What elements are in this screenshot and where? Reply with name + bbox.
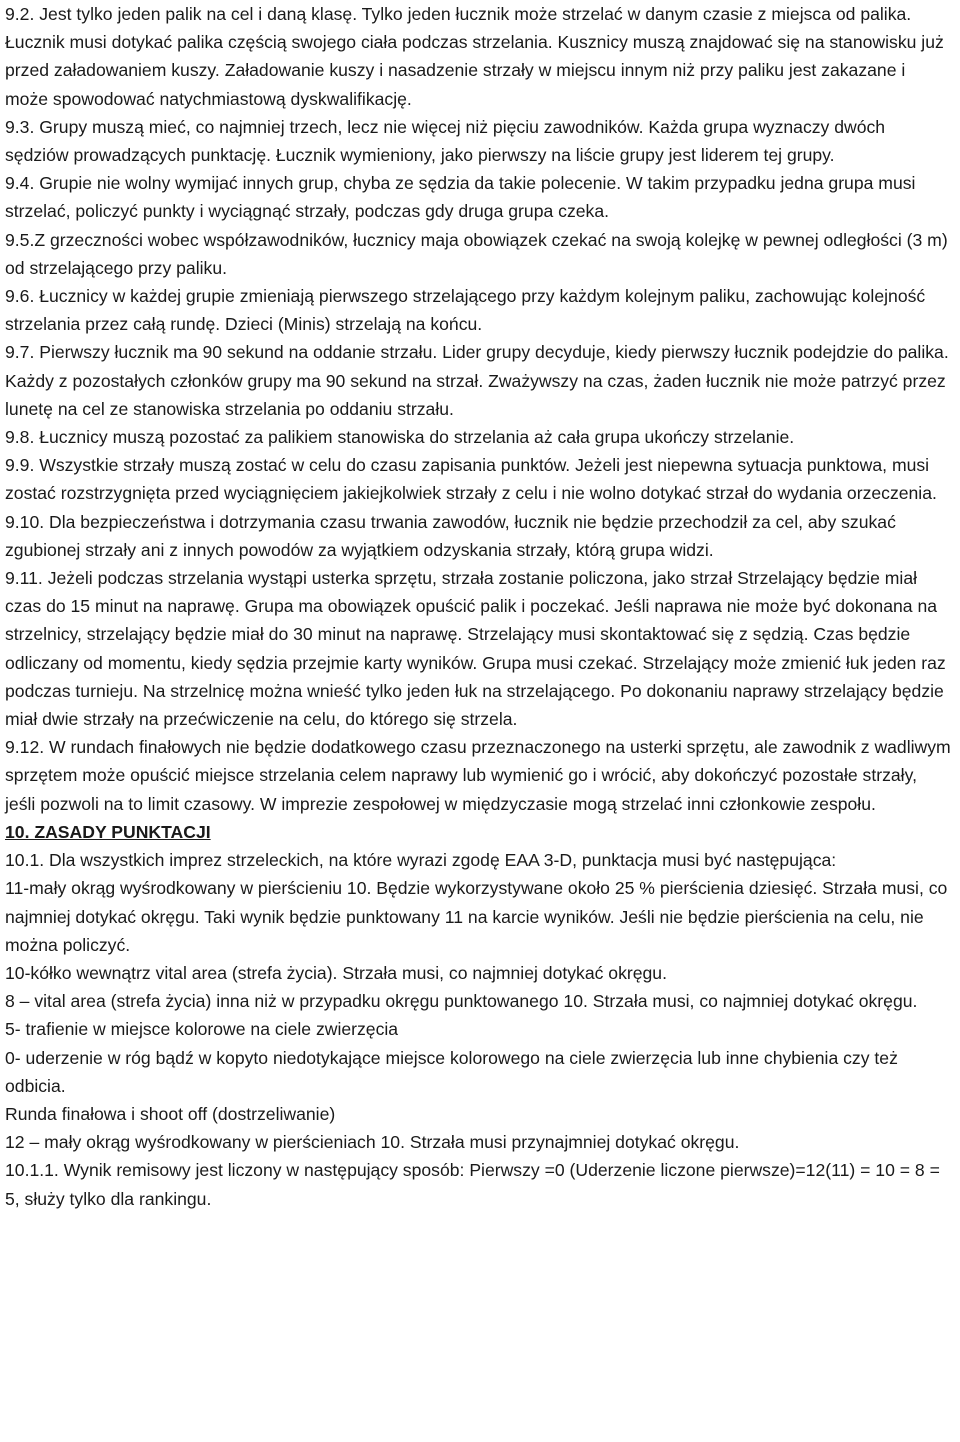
- section-heading: 10. ZASADY PUNKTACJI: [5, 821, 211, 842]
- rule-9-3: 9.3. Grupy muszą mieć, co najmniej trzech, lecz nie więcej niż pięciu zawodników. Każda grupa wyznaczy dwóch sędziów prowadzących punktację. Łucznik wymieniony, jako pierwszy na liście grupy jest liderem tej grupy.: [5, 116, 886, 166]
- score-8: 8 – vital area (strefa życia) inna niż w przypadku okręgu punktowanego 10. Strzała musi, co najmniej dotykać okręgu.: [5, 991, 918, 1012]
- rule-10-1-1: 10.1.1. Wynik remisowy jest liczony w następujący sposób: Pierwszy =0 (Uderzenie liczone pierwsze)=12(11) = 10 = 8 = 5, służy tylko dla rankingu.: [5, 1160, 940, 1209]
- rule-9-9: 9.9. Wszystkie strzały muszą zostać w celu do czasu zapisania punktów. Jeżeli jest niepewna sytuacja punktowa, musi zostać rozstrzygnięta przed wyciągnięciem jakiejkolwiek strzały z celu i nie wolno dotykać strzał do wydania orzeczenia.: [5, 455, 937, 504]
- score-12: 12 – mały okrąg wyśrodkowany w pierścieniach 10. Strzała musi przynajmniej dotykać okręgu.: [5, 1132, 740, 1153]
- rule-9-6: 9.6. Łucznicy w każdej grupie zmieniają pierwszego strzelającego przy każdym kolejnym paliku, zachowując kolejność strzelania przez całą rundę. Dzieci (Minis) strzelają na końcu.: [5, 286, 926, 335]
- rule-9-5: 9.5.Z grzeczności wobec współzawodników, łucznicy maja obowiązek czekać na swoją kolejkę w pewnej odległości (3 m) od strzelającego przy paliku.: [5, 229, 948, 278]
- final-round-label: Runda finałowa i shoot off (dostrzeliwanie): [5, 1103, 336, 1124]
- rule-9-2: 9.2. Jest tylko jeden palik na cel i daną klasę. Tylko jeden łucznik może strzelać w danym czasie z miejsca od palika. Łucznik musi dotykać palika częścią swojego ciała podczas strzelania. Kusznicy muszą znajdować się na stanowisku już przed załadowaniem kuszy. Załadowanie kuszy i nasadzenie strzały w miejscu innym niż przy paliku jest zakazane i może spowodować natychmiastową dyskwalifikację.: [5, 4, 944, 109]
- score-5: 5- trafienie w miejsce kolorowe na ciele zwierzęcia: [5, 1019, 399, 1040]
- rule-9-8: 9.8. Łucznicy muszą pozostać za palikiem stanowiska do strzelania aż cała grupa ukończy strzelanie.: [5, 427, 795, 448]
- score-11: 11-mały okrąg wyśrodkowany w pierścieniu 10. Będzie wykorzystywane około 25 % pierścienia dziesięć. Strzała musi, co najmniej dotykać okręgu. Taki wynik będzie punktowany 11 na karcie wyników. Jeśli nie będzie pierścienia na celu, nie można policzyć.: [5, 878, 948, 955]
- rule-9-10: 9.10. Dla bezpieczeństwa i dotrzymania czasu trwania zawodów, łucznik nie będzie przechodził za cel, aby szukać zgubionej strzały ani z innych powodów za wyjątkiem odzyskania strzały, którą grupa widzi.: [5, 511, 896, 560]
- score-0: 0- uderzenie w róg bądź w kopyto niedotykające miejsce kolorowego na ciele zwierzęcia lub inne chybienia czy też odbicia.: [5, 1047, 898, 1096]
- rule-9-11: 9.11. Jeżeli podczas strzelania wystąpi usterka sprzętu, strzała zostanie policzona, jako strzał Strzelający będzie miał czas do 15 minut na naprawę. Grupa ma obowiązek opuścić palik i poczekać. Jeśli naprawa nie może być dokonana na strzelnicy, strzelający będzie miał do 30 minut na naprawę. Strzelający musi skontaktować się z sędzią. Czas będzie odliczany od momentu, kiedy sędzia przejmie karty wyników. Grupa musi czekać. Strzelający może zmienić łuk jeden raz podczas turnieju. Na strzelnicę można wnieść tylko jeden łuk na strzelającego. Po dokonaniu naprawy strzelający będzie miał dwie strzały na przećwiczenie na celu, do którego się strzela.: [5, 568, 946, 730]
- score-10: 10-kółko wewnątrz vital area (strefa życia). Strzała musi, co najmniej dotykać okręgu.: [5, 962, 667, 983]
- rule-9-7: 9.7. Pierwszy łucznik ma 90 sekund na oddanie strzału. Lider grupy decyduje, kiedy pierwszy łucznik podejdzie do palika. Każdy z pozostałych członków grupy ma 90 sekund na strzał. Zważywszy na czas, żaden łucznik nie może patrzyć przez lunetę na cel ze stanowiska strzelania po oddaniu strzału.: [5, 342, 949, 419]
- rule-9-12: 9.12. W rundach finałowych nie będzie dodatkowego czasu przeznaczonego na usterki sprzętu, ale zawodnik z wadliwym sprzętem może opuścić miejsce strzelania celem naprawy lub wymienić go i wrócić, aby dokończyć pozostałe strzały, jeśli pozwoli na to limit czasowy. W imprezie zespołowej w międzyczasie mogą strzelać inni członkowie zespołu.: [5, 737, 951, 814]
- rule-9-4: 9.4. Grupie nie wolny wymijać innych grup, chyba ze sędzia da takie polecenie. W takim przypadku jedna grupa musi strzelać, policzyć punkty i wyciągnąć strzały, podczas gdy druga grupa czeka.: [5, 173, 916, 222]
- rule-10-1: 10.1. Dla wszystkich imprez strzeleckich, na które wyrazi zgodę EAA 3-D, punktacja musi być następująca:: [5, 850, 837, 871]
